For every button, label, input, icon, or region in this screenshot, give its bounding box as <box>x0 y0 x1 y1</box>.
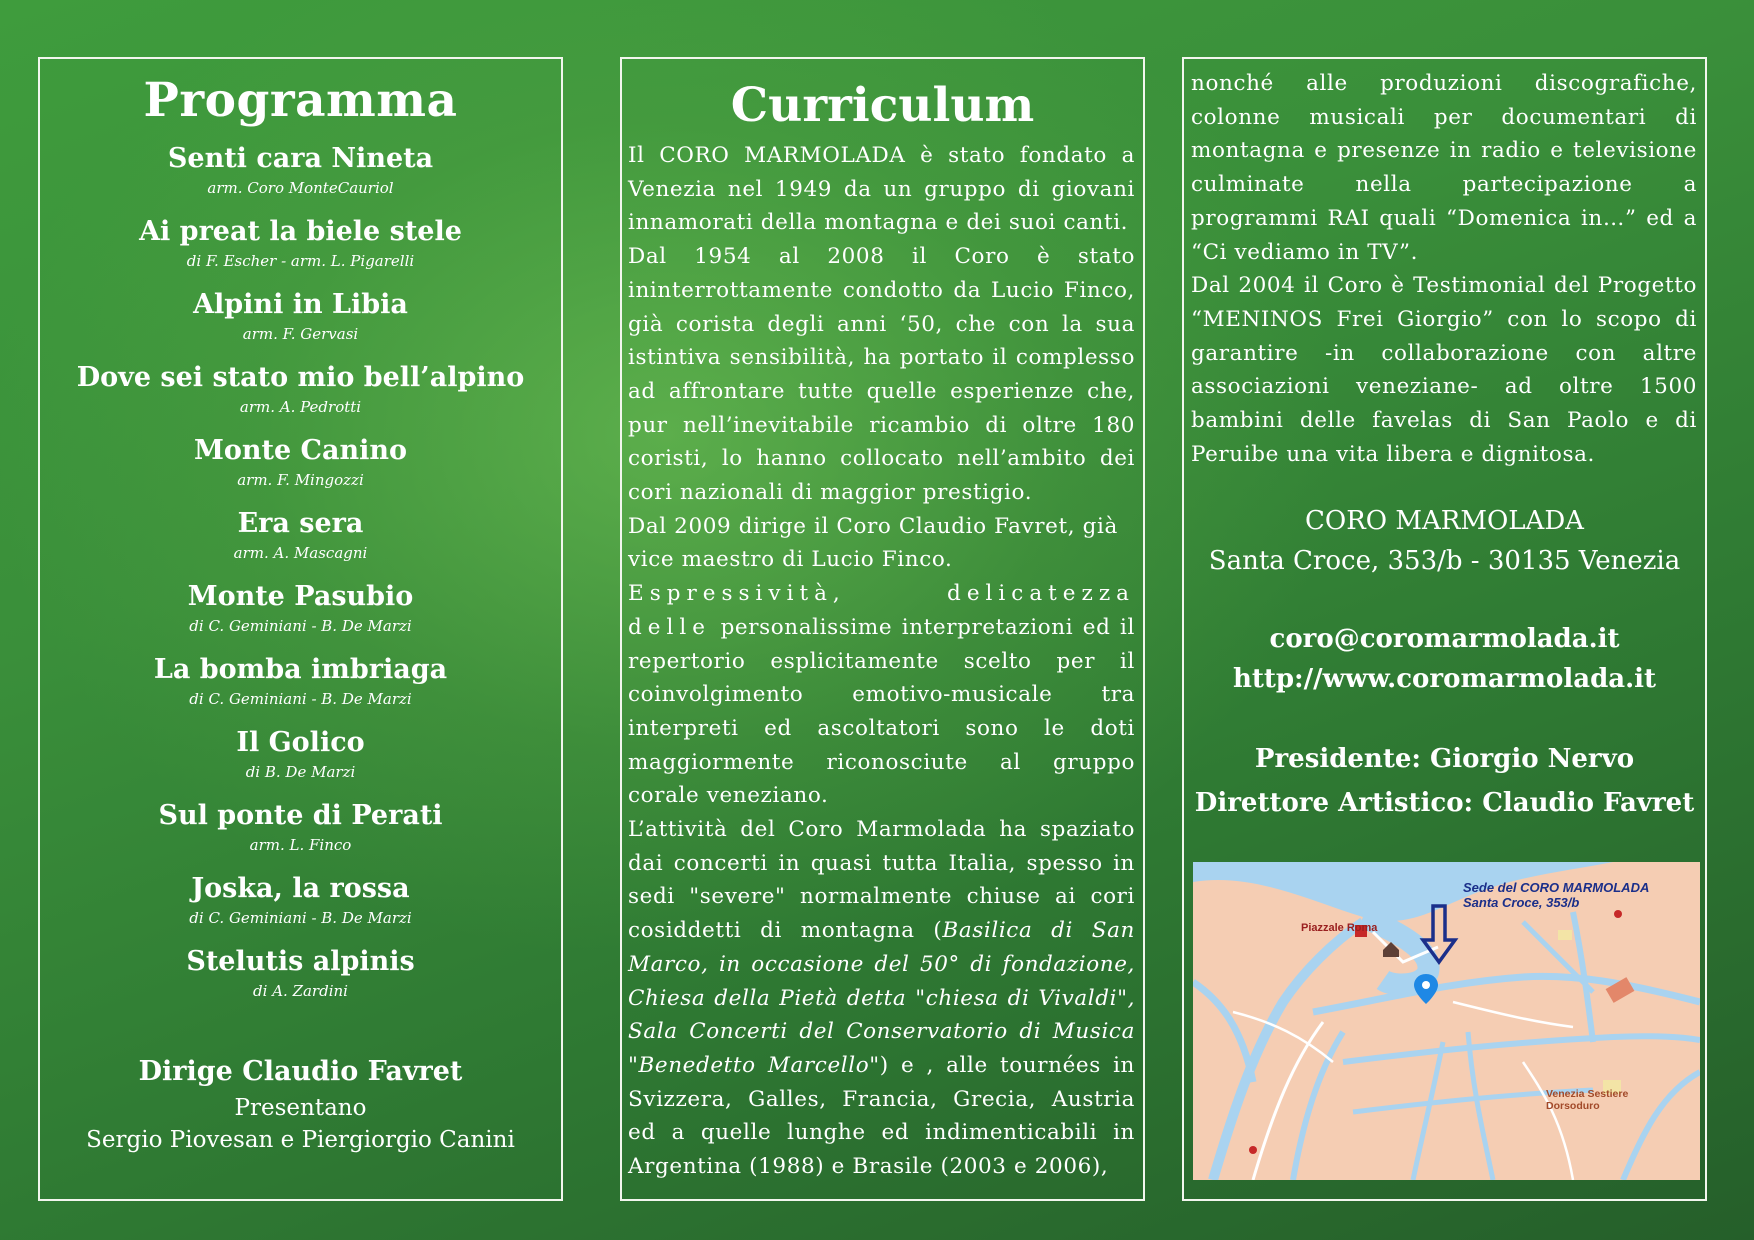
song-title: Era sera <box>237 508 364 539</box>
map-piazzale-label: Piazzale Roma <box>1301 922 1378 934</box>
list-item <box>40 432 561 505</box>
info-paragraph-2: Dal 2004 il Coro è Testimonial del Progetto “MENINOS Frei Giorgio” con lo scopo di garantire -in collaborazione con altre associazioni veneziane- ad oltre 1500 bambini delle favelas di San Paolo e di Peruibe una vita libera e dignitosa. <box>1191 273 1697 467</box>
song-title: Senti cara Nineta <box>167 143 434 174</box>
song-credit: arm. F. Mingozzi <box>237 471 364 489</box>
programma-footer <box>40 1052 561 1156</box>
curriculum-paragraph-5 <box>628 813 1135 1184</box>
list-item <box>40 870 561 943</box>
curriculum-paragraph-5-start: L’attività del Coro Marmolada ha spaziato dai concerti in quasi tutta Italia, spesso in sedi "severe" normalmente chiuse ai cori cosiddetti di montagna ( <box>628 817 1135 944</box>
list-item <box>40 140 561 213</box>
curriculum-paragraph-4-rest: personalissime interpretazioni ed il repertorio esplicitamente scelto per il coinvolgimento emotivo-musicale tra interpreti ed ascoltatori sono le doti maggiormente riconosciute al gruppo corale veneziano. <box>628 614 1136 809</box>
list-item <box>40 724 561 797</box>
list-item <box>40 505 561 578</box>
song-title: Dove sei stato mio bell’alpino <box>76 362 525 393</box>
song-credit: arm. A. Mascagni <box>233 544 368 562</box>
curriculum-panel <box>620 57 1145 1201</box>
curriculum-paragraph-4 <box>628 577 1135 813</box>
song-credit: di A. Zardini <box>253 982 348 1000</box>
programma-list <box>40 140 561 1016</box>
song-credit: di C. Geminiani - B. De Marzi <box>189 909 412 927</box>
song-credit: di C. Geminiani - B. De Marzi <box>189 690 412 708</box>
list-item <box>40 797 561 870</box>
curriculum-paragraph-4-lead: Espressività, delicatezza delle <box>628 581 1135 640</box>
song-credit: arm. L. Finco <box>249 836 352 854</box>
song-credit: di B. De Marzi <box>245 763 356 781</box>
map-district-label: Venezia Sestiere Dorsoduro <box>1546 1088 1629 1112</box>
conductor-line: Dirige Claudio Favret <box>138 1056 463 1087</box>
list-item <box>40 213 561 286</box>
programma-panel <box>38 57 563 1201</box>
list-item <box>40 578 561 651</box>
curriculum-paragraph-2: Dal 1954 al 2008 il Coro è stato ininterrottamente condotto da Lucio Finco, già corista degli anni ‘50, che con la sua istintiva sensibilità, ha portato il complesso ad affrontare tutte quelle esperienze che, pur nell’inevitabile ricambio di oltre 180 coristi, lo hanno collocato nell’ambito dei cori nazionali di maggior prestigio. <box>628 244 1135 506</box>
song-credit: arm. Coro MonteCauriol <box>207 179 394 197</box>
info-paragraph-1: nonché alle produzioni discografiche, colonne musicali per documentari di montagna e presenze in radio e televisione culminate nella partecipazione a programmi RAI quali “Domenica in…” ed a “Ci vediamo in TV”. <box>1191 71 1697 265</box>
choir-name: CORO MARMOLADA <box>1305 506 1584 537</box>
list-item <box>40 943 561 1016</box>
curriculum-body <box>622 139 1143 1184</box>
curriculum-paragraph-5-venues: Basilica di San Marco, in occasione del 50° di fondazione, Chiesa della Pietà detta "chiesa di Vivaldi", Sala Concerti del Conservatorio di Musica "Benedetto Marcello" <box>628 918 1136 1078</box>
song-title: Ai preat la biele stele <box>139 216 462 247</box>
curriculum-paragraph-1: Il CORO MARMOLADA è stato fondato a Venezia nel 1949 da un gruppo di giovani innamorati della montagna e dei suoi canti. <box>628 143 1135 236</box>
email-link[interactable]: coro@coromarmolada.it <box>1269 624 1620 655</box>
info-body <box>1184 59 1705 471</box>
song-title: Stelutis alpinis <box>186 946 415 977</box>
list-item <box>40 359 561 432</box>
contact-block <box>1184 501 1705 825</box>
song-credit: di C. Geminiani - B. De Marzi <box>189 617 412 635</box>
location-map <box>1193 862 1700 1180</box>
song-title: La bomba imbriaga <box>153 654 448 685</box>
presenters-names: Sergio Piovesan e Piergiorgio Canini <box>86 1127 515 1153</box>
list-item <box>40 286 561 359</box>
song-title: Il Golico <box>236 727 365 758</box>
map-headquarters-label: Sede del CORO MARMOLADA Santa Croce, 353/b <box>1463 880 1650 910</box>
song-title: Joska, la rossa <box>191 873 410 904</box>
website-link[interactable]: http://www.coromarmolada.it <box>1232 664 1657 695</box>
choir-address: Santa Croce, 353/b - 30135 Venezia <box>1208 546 1681 577</box>
song-title: Monte Pasubio <box>187 581 414 612</box>
song-credit: arm. A. Pedrotti <box>239 398 362 416</box>
presentano-label: Presentano <box>234 1095 367 1121</box>
curriculum-paragraph-5-end: ) e , alle tournées in Svizzera, Galles, Francia, Grecia, Austria ed a quelle lunghe ed indimenticabili in Argentina (1988) e Brasile (2003 e 2006), <box>628 1052 1135 1180</box>
song-credit: di F. Escher - arm. L. Pigarelli <box>186 252 415 270</box>
list-item <box>40 651 561 724</box>
song-title: Monte Canino <box>193 435 408 466</box>
director-line: Direttore Artistico: Claudio Favret <box>1194 788 1695 819</box>
song-credit: arm. F. Gervasi <box>242 325 359 343</box>
song-title: Alpini in Libia <box>193 289 408 320</box>
info-panel <box>1182 57 1707 1201</box>
curriculum-title: Curriculum <box>730 78 1035 133</box>
song-title: Sul ponte di Perati <box>158 800 443 831</box>
president-line: Presidente: Giorgio Nervo <box>1254 744 1635 775</box>
programma-title: Programma <box>143 73 458 128</box>
curriculum-paragraph-3: Dal 2009 dirige il Coro Claudio Favret, già vice maestro di Lucio Finco. <box>628 513 1118 573</box>
